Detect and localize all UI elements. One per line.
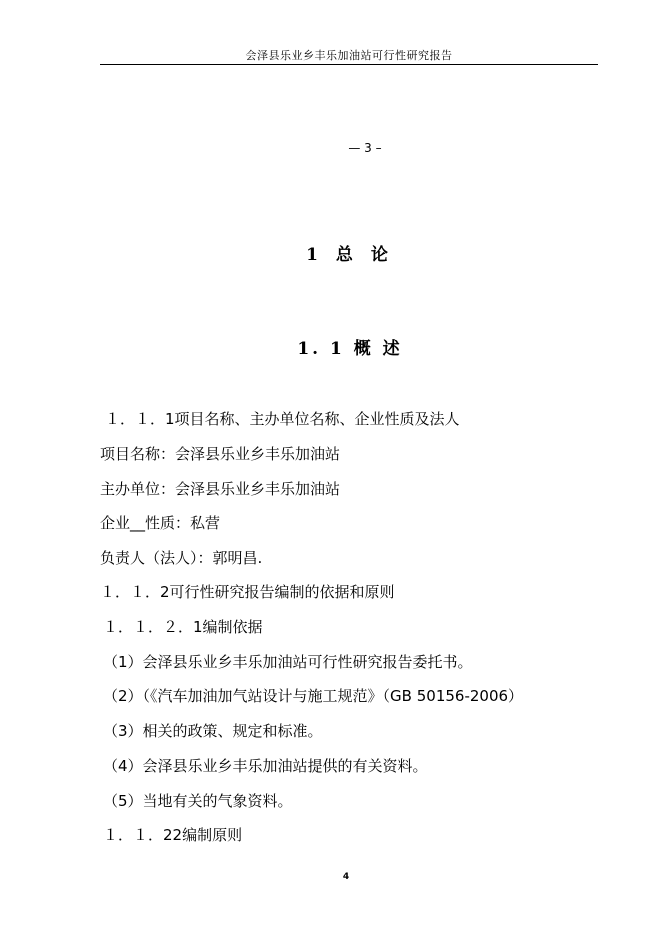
chapter-title: 1 总 论 bbox=[306, 245, 394, 265]
legal-person-line: 负责人（法人）：郭明昌. bbox=[100, 549, 263, 567]
subsection-heading-compile-basis: １．１．２．1编制依据 bbox=[103, 618, 263, 636]
sponsor-unit-line: 主办单位：会泽县乐业乡丰乐加油站 bbox=[100, 480, 341, 498]
list-item: （2）（《汽车加油加气站设计与施工规范》（GB 50156-2006） bbox=[103, 687, 524, 705]
list-item: （5）当地有关的气象资料。 bbox=[103, 792, 293, 810]
subsection-heading-principles: １．１．22编制原则 bbox=[103, 826, 243, 844]
section-title: 1. 1 概 述 bbox=[297, 339, 403, 359]
subsection-heading-basis: １．１．2可行性研究报告编制的依据和原则 bbox=[100, 583, 395, 601]
enterprise-nature-line: 企业__性质：私营 bbox=[100, 514, 221, 532]
list-item: （1）会泽县乐业乡丰乐加油站可行性研究报告委托书。 bbox=[103, 653, 473, 671]
subsection-heading-project-info: １．１．1项目名称、主办单位名称、企业性质及法人 bbox=[105, 410, 460, 428]
header-title: 会泽县乐业乡丰乐加油站可行性研究报告 bbox=[245, 49, 453, 62]
project-name-line: 项目名称：会泽县乐业乡丰乐加油站 bbox=[100, 445, 341, 463]
list-item: （4）会泽县乐业乡丰乐加油站提供的有关资料。 bbox=[103, 757, 428, 775]
list-item: （3）相关的政策、规定和标准。 bbox=[103, 722, 323, 740]
footer-page-number: 4 bbox=[342, 872, 350, 882]
page-marker: — 3 – bbox=[348, 141, 382, 155]
page-header bbox=[100, 44, 598, 65]
